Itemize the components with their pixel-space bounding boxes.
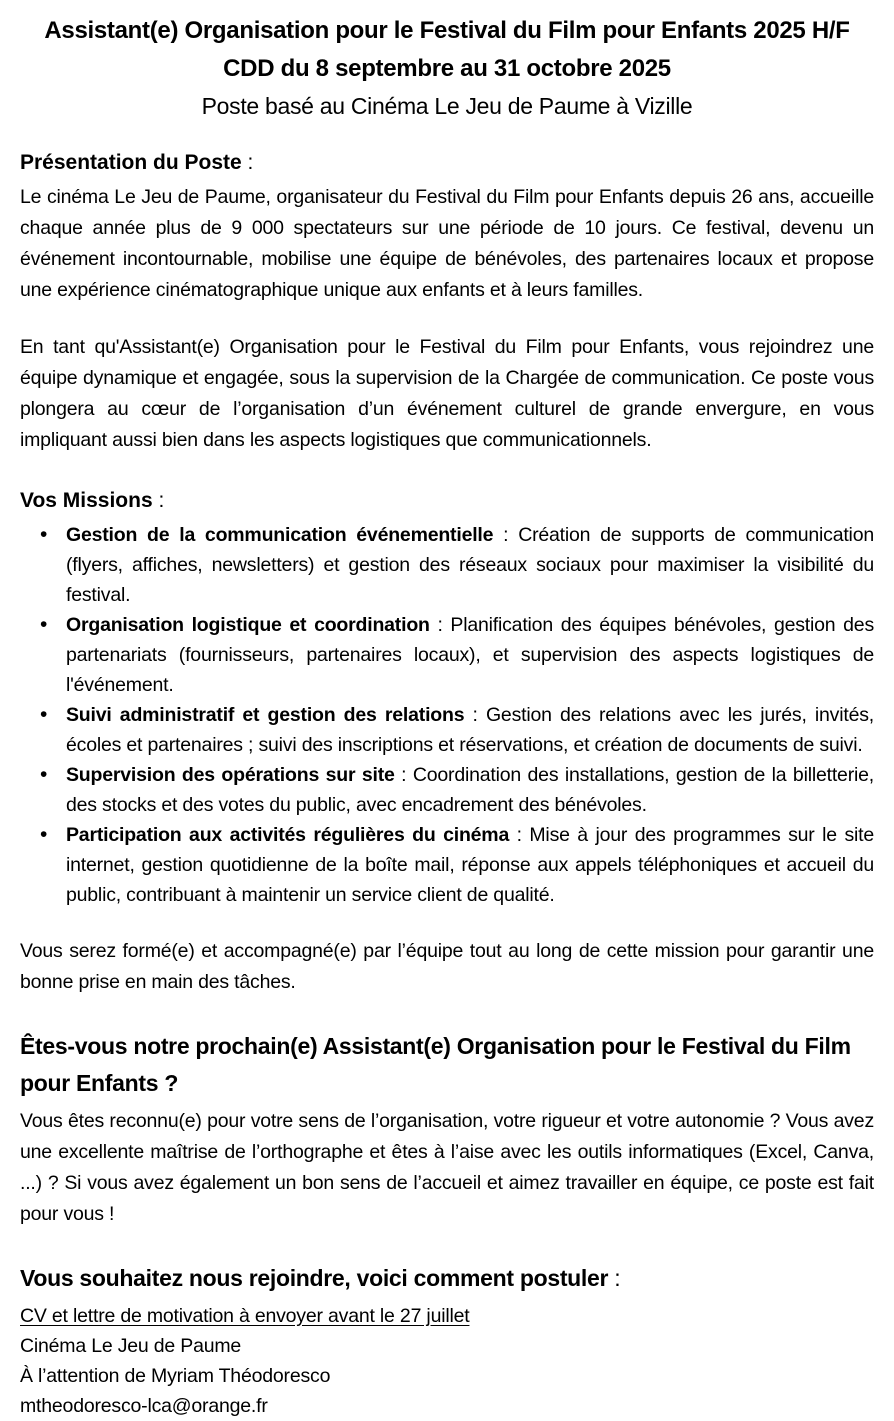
missions-heading <box>20 486 874 516</box>
missions-heading-colon: : <box>152 489 165 512</box>
apply-heading-colon: : <box>608 1265 621 1291</box>
mission-text: : Coordination des installations, gestion de la billetterie, des stocks et des votes du public, avec encadrement des bénévoles. <box>66 764 874 816</box>
title-block <box>20 12 874 124</box>
section-missions <box>20 486 874 998</box>
presentation-heading <box>20 148 874 178</box>
list-item <box>38 520 874 610</box>
missions-list <box>20 520 874 910</box>
apply-email: mtheodoresco-lca@orange.fr <box>20 1395 268 1417</box>
list-item <box>38 760 874 820</box>
mission-text: : Mise à jour des programmes sur le site internet, gestion quotidienne de la boîte mail, réponse aux appels téléphoniques et accueil du public, contribuant à maintenir un service client de qualité. <box>66 824 874 906</box>
list-item <box>38 610 874 700</box>
document-subtitle: Poste basé au Cinéma Le Jeu de Paume à Vizille <box>201 93 693 119</box>
apply-attention: À l’attention de Myriam Théodoresco <box>20 1365 331 1387</box>
missions-heading-text: Vos Missions <box>20 489 153 512</box>
document-title-line1: Assistant(e) Organisation pour le Festival du Film pour Enfants 2025 H/F <box>44 17 850 44</box>
mission-text: : Planification des équipes bénévoles, gestion des partenariats (fournisseurs, partenaires locaux), et supervision des aspects logistiques de l'événement. <box>66 614 874 696</box>
mission-text: : Création de supports de communication (flyers, affiches, newsletters) et gestion des réseaux sociaux pour maximiser la visibilité du festival. <box>66 524 874 606</box>
mission-label: Gestion de la communication événementielle <box>66 524 494 546</box>
list-item <box>38 700 874 760</box>
list-item <box>38 820 874 910</box>
presentation-paragraph-1: Le cinéma Le Jeu de Paume, organisateur du Festival du Film pour Enfants depuis 26 ans, accueille chaque année plus de 9 000 spectateurs sur une période de 10 jours. Ce festival, devenu un événement incontournable, mobilise une équipe de bénévoles, des partenaires locaux et propose une expérience cinématographique unique aux enfants et à leurs familles. <box>20 186 874 301</box>
presentation-paragraph-2: En tant qu'Assistant(e) Organisation pour le Festival du Film pour Enfants, vous rejoindrez une équipe dynamique et engagée, sous la supervision de la Chargée de communication. Ce poste vous plongera au cœur de l’organisation d’un événement culturel de grande envergure, en vous impliquant aussi bien dans les aspects logistiques que communicationnels. <box>20 336 874 451</box>
presentation-heading-text: Présentation du Poste <box>20 151 242 174</box>
missions-closing-paragraph: Vous serez formé(e) et accompagné(e) par l’équipe tout au long de cette mission pour garantir une bonne prise en main des tâches. <box>20 940 874 993</box>
section-profile <box>20 1028 874 1230</box>
profile-paragraph: Vous êtes reconnu(e) pour votre sens de l’organisation, votre rigueur et votre autonomie ? Vous avez une excellente maîtrise de l’orthographe et êtes à l’aise avec les outils informatiques (Excel, Canva, ...) ? Si vous avez également un bon sens de l’accueil et aimez travailler en équipe, ce poste est fait pour vous ! <box>20 1110 874 1225</box>
apply-heading-text: Vous souhaitez nous rejoindre, voici comment postuler <box>20 1265 609 1291</box>
mission-label: Participation aux activités régulières du cinéma <box>66 824 510 846</box>
profile-heading: Êtes-vous notre prochain(e) Assistant(e) Organisation pour le Festival du Film pour Enfants ? <box>20 1033 851 1096</box>
mission-text: : Gestion des relations avec les jurés, invités, écoles et partenaires ; suivi des inscriptions et réservations, et création de documents de suivi. <box>66 704 874 756</box>
apply-heading <box>20 1260 874 1297</box>
apply-deadline: CV et lettre de motivation à envoyer avant le 27 juillet <box>20 1305 470 1327</box>
apply-venue: Cinéma Le Jeu de Paume <box>20 1335 242 1357</box>
document-title-line2: CDD du 8 septembre au 31 octobre 2025 <box>223 55 671 82</box>
mission-label: Supervision des opérations sur site <box>66 764 395 786</box>
section-apply <box>20 1260 874 1421</box>
mission-label: Suivi administratif et gestion des relations <box>66 704 465 726</box>
section-presentation <box>20 148 874 456</box>
mission-label: Organisation logistique et coordination <box>66 614 430 636</box>
presentation-heading-colon: : <box>241 151 254 174</box>
